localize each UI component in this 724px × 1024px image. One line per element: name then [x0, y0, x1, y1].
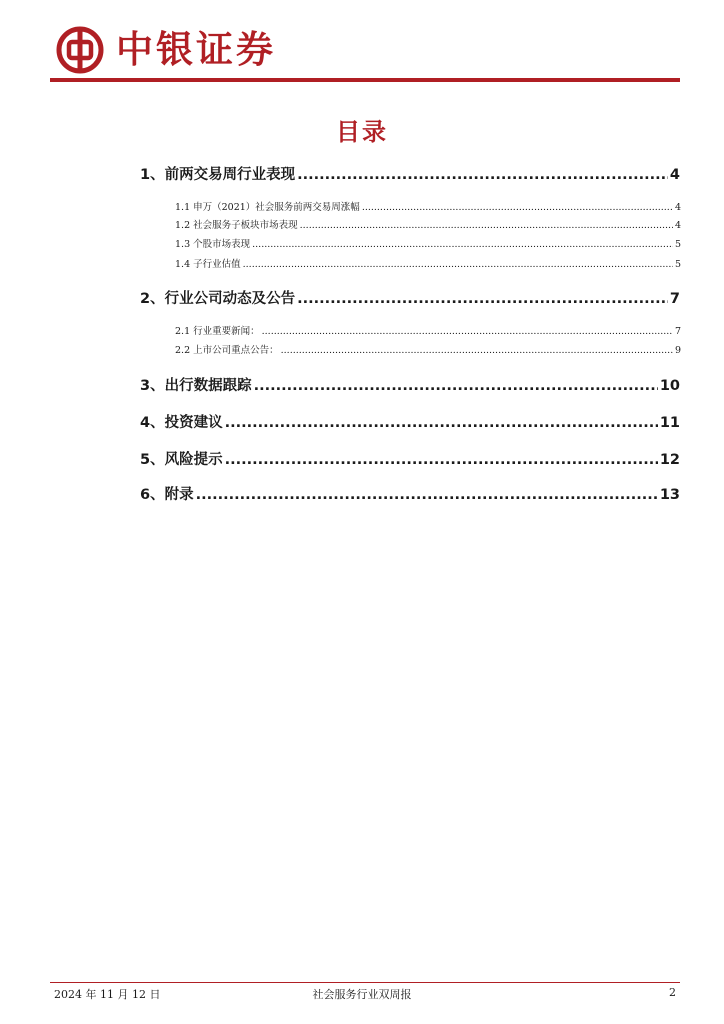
toc-page-number: 5: [674, 239, 681, 250]
toc-section-title: 2、行业公司动态及公告: [140, 291, 296, 307]
toc-leader-dots: [254, 378, 658, 394]
toc-leader-dots: [225, 452, 658, 468]
footer-page-number: 2: [669, 986, 676, 999]
toc-page-number: 10: [659, 378, 680, 394]
toc-section-title: 5、风险提示: [140, 452, 223, 468]
toc-page-number: 9: [674, 345, 681, 356]
toc-page-number: 12: [659, 452, 680, 468]
toc-section-title: 1、前两交易周行业表现: [140, 167, 296, 183]
toc-subsection-title: 1.4 子行业估值: [175, 259, 241, 270]
toc-leader-dots: [243, 259, 673, 270]
toc-subsection-1-4[interactable]: [175, 256, 681, 270]
footer-divider: [50, 982, 680, 983]
header-divider: [50, 78, 680, 82]
toc-subsection-2-1[interactable]: [175, 323, 681, 337]
toc-subsection-title: 2.2 上市公司重点公告：: [175, 345, 279, 356]
toc-subsection-1-1[interactable]: [175, 199, 681, 213]
footer-date: 2024 年 11 月 12 日: [54, 988, 161, 1001]
toc-subsection-title: 1.3 个股市场表现: [175, 239, 251, 250]
toc-subsection-1-2[interactable]: [175, 217, 681, 231]
toc-section-1[interactable]: [140, 163, 680, 184]
toc-leader-dots: [362, 202, 673, 213]
toc-subsection-title: 1.1 申万（2021）社会服务前两交易周涨幅: [175, 202, 360, 213]
toc-section-title: 4、投资建议: [140, 415, 223, 431]
toc-leader-dots: [196, 487, 658, 503]
toc-section-5[interactable]: [140, 448, 680, 469]
toc-section-2[interactable]: [140, 287, 680, 308]
toc-section-title: 3、出行数据跟踪: [140, 378, 252, 394]
toc-page-number: 4: [669, 167, 680, 183]
brand-logo: [56, 26, 276, 74]
toc-page-number: 13: [659, 487, 680, 503]
toc-leader-dots: [297, 291, 668, 307]
toc-page-number: 11: [659, 415, 680, 431]
toc-leader-dots: [281, 345, 673, 356]
bank-of-china-logo-icon: [56, 26, 104, 74]
toc-section-3[interactable]: [140, 374, 680, 395]
toc-page-number: 7: [674, 326, 681, 337]
toc-page-number: 5: [674, 259, 681, 270]
toc-leader-dots: [300, 220, 673, 231]
toc-section-title: 6、附录: [140, 487, 194, 503]
brand-name: 中银证券: [116, 28, 276, 71]
toc-page-number: 7: [669, 291, 680, 307]
page-title: 目录: [336, 118, 388, 146]
toc-subsection-1-3[interactable]: [175, 236, 681, 250]
toc-leader-dots: [297, 167, 668, 183]
toc-page-number: 4: [674, 202, 681, 213]
toc-subsection-title: 2.1 行业重要新闻：: [175, 326, 260, 337]
toc-section-6[interactable]: [140, 483, 680, 504]
toc-page-number: 4: [674, 220, 681, 231]
toc-subsection-title: 1.2 社会服务子板块市场表现: [175, 220, 298, 231]
toc-leader-dots: [252, 239, 673, 250]
toc-leader-dots: [225, 415, 658, 431]
page-header: [0, 0, 724, 90]
toc-leader-dots: [262, 326, 673, 337]
footer-report-name: 社会服务行业双周报: [312, 988, 412, 1001]
toc-subsection-2-2[interactable]: [175, 342, 681, 356]
toc-section-4[interactable]: [140, 411, 680, 432]
